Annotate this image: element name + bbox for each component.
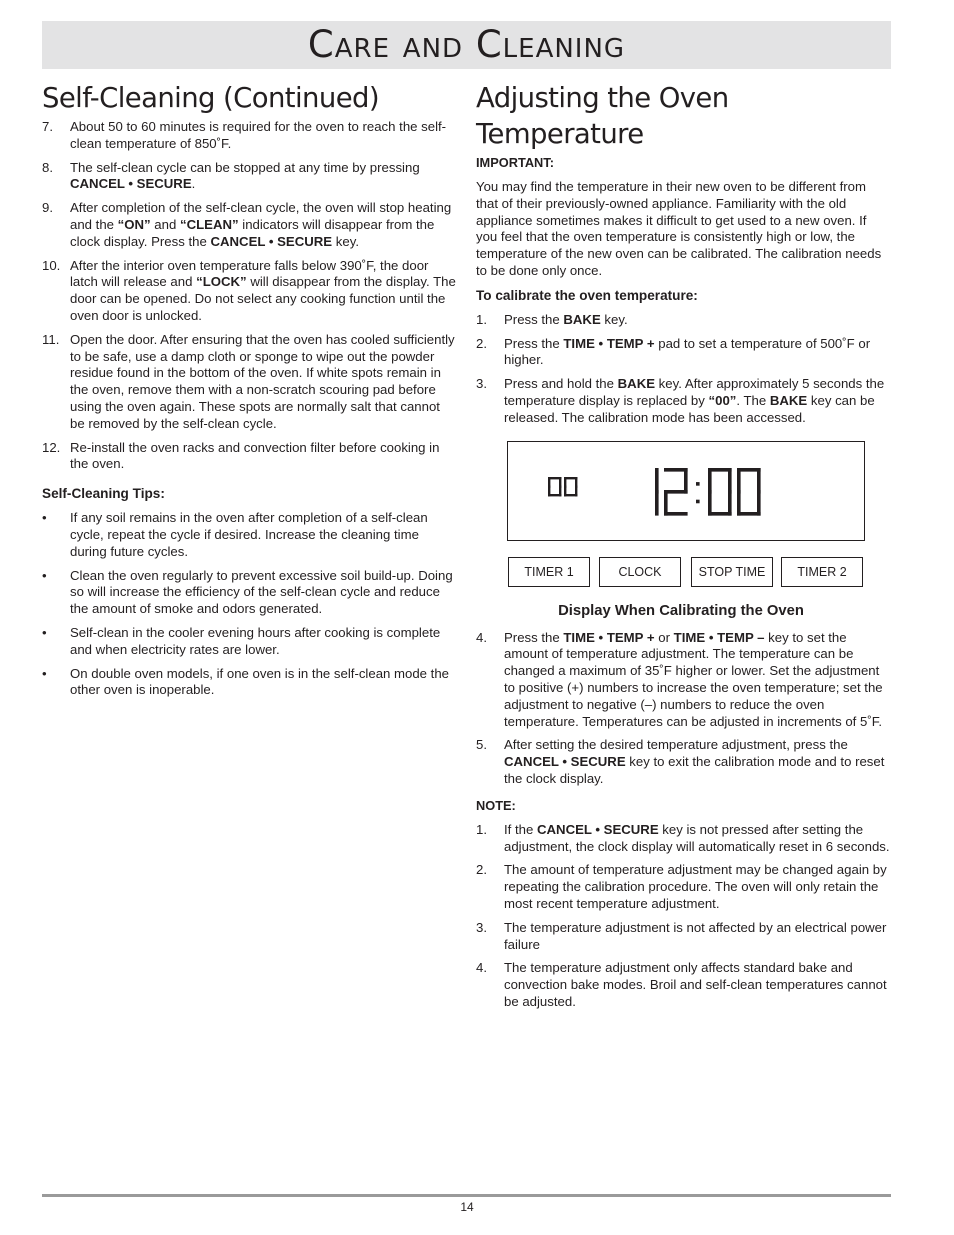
- text-run: Open the door. After ensuring that the oven has cooled sufficiently to be safe, use a damp cloth or sponge to wipe out the powder residue found in the bottom of the oven. If white spots remain in the oven, remove them with a non-scratch scouring pad before using the oven again. These spots are normally salt that cannot be removed by the self-clean cycle.: [70, 331, 455, 431]
- text-run: Press the: [504, 335, 564, 351]
- display-caption: Display When Calibrating the Oven: [558, 602, 804, 619]
- list-item: [476, 822, 890, 856]
- text-run: key to set the amount of temperature adjustment. The temperature can be changed a maximum of 35˚F higher or lower. Set the adjustment to positive (+) numbers to increase the oven temperature; set the adjustment to negative (–) numbers to reduce the oven temperature. Temperatures can be adjusted in increments of 5˚F.: [504, 629, 883, 729]
- list-item-text: [70, 160, 458, 194]
- bold-text: “LOCK”: [196, 274, 247, 290]
- colon-dot: [696, 482, 700, 486]
- text-run: key to exit the calibration mode and to reset the clock display.: [504, 754, 885, 786]
- list-item-marker: 5.: [476, 737, 487, 753]
- list-item-text: [70, 119, 458, 153]
- text-run: key is not pressed after setting the adjustment, the clock display will automatically reset in 6 seconds.: [504, 821, 890, 854]
- list-item: [476, 376, 890, 426]
- self-cleaning-steps: [42, 119, 458, 473]
- list-item-marker: 1.: [476, 821, 487, 837]
- text-run: About 50 to 60 minutes is required for the oven to reach the self-clean temperature of 850˚F.: [70, 119, 447, 151]
- left-column: [42, 80, 458, 706]
- text-run: key. After approximately 5 seconds the temperature display is replaced by: [504, 376, 885, 408]
- bold-text: “CLEAN”: [179, 216, 239, 232]
- page-number: 14: [460, 1200, 474, 1214]
- bold-text: BAKE: [769, 392, 808, 408]
- bold-text: BAKE: [563, 311, 601, 327]
- self-cleaning-tips-list: [42, 510, 458, 699]
- text-run: Re-install the oven racks and convection filter before cooking in the oven.: [70, 439, 440, 472]
- list-item-text: [70, 625, 458, 659]
- text-run: key can be released. The calibration mode has been accessed.: [504, 392, 875, 425]
- list-item-marker: •: [42, 665, 47, 681]
- colon-dot: [696, 499, 700, 503]
- list-item: [42, 625, 458, 659]
- list-item: [476, 630, 890, 731]
- right-column: [476, 80, 890, 1018]
- list-item-text: [70, 666, 458, 700]
- list-item: [42, 258, 458, 325]
- footer-rule: [42, 1194, 891, 1197]
- text-run: indicators will disappear from the clock display. Press the: [70, 216, 435, 249]
- text-run: pad to set a temperature of 500˚F or higher.: [504, 335, 871, 368]
- list-item-marker: 9.: [42, 200, 53, 216]
- list-item-text: [70, 510, 458, 560]
- list-item-marker: •: [42, 510, 47, 526]
- list-item-text: [504, 737, 890, 787]
- text-run: The temperature adjustment is not affected by an electrical power failure: [504, 919, 887, 952]
- text-run: key.: [600, 311, 628, 327]
- text-run: The temperature adjustment only affects standard bake and convection bake modes. Broil and self-clean temperatures cannot be adjusted.: [504, 960, 887, 1009]
- list-item: [476, 920, 890, 954]
- list-item-text: [70, 332, 458, 433]
- text-run: Clean the oven regularly to prevent excessive soil build-up. Doing so will increase the efficiency of the self-clean cycle and reduce the amount of smoke and odors generated.: [70, 567, 453, 617]
- section-banner: [42, 21, 891, 69]
- list-item-marker: •: [42, 567, 47, 583]
- section-title: Care and Cleaning: [307, 23, 626, 66]
- list-item-marker: 2.: [476, 862, 487, 878]
- bold-text: TIME • TEMP +: [563, 335, 655, 351]
- list-item-text: [70, 568, 458, 618]
- list-item-marker: 3.: [476, 919, 487, 935]
- calibration-steps-first: [476, 312, 890, 427]
- note-label: NOTE:: [476, 797, 516, 813]
- bold-text: TIME • TEMP –: [673, 629, 765, 645]
- list-item-marker: 1.: [476, 311, 487, 327]
- display-button-row: [508, 557, 866, 589]
- list-item-text: [504, 960, 890, 1010]
- temperature-readout: [547, 476, 581, 502]
- calibrate-heading: To calibrate the oven temperature:: [476, 287, 698, 303]
- text-run: The self-clean cycle can be stopped at any time by pressing: [70, 159, 420, 175]
- list-item-marker: 10.: [42, 257, 61, 273]
- text-run: .: [191, 176, 196, 192]
- list-item-marker: 2.: [476, 335, 487, 351]
- text-run: Press the: [504, 311, 564, 327]
- list-item-text: [70, 440, 458, 474]
- self-cleaning-heading: Self-Cleaning (Continued): [42, 82, 379, 114]
- list-item-marker: 4.: [476, 629, 487, 645]
- bold-text: CANCEL • SECURE: [537, 821, 659, 837]
- calibration-steps-second: [476, 630, 890, 788]
- list-item: [42, 440, 458, 474]
- text-run: The amount of temperature adjustment may be changed again by repeating the calibration procedure. The oven will only retain the most recent temperature adjustment.: [504, 862, 887, 911]
- text-run: After the interior oven temperature falls below 390˚F, the door latch will release and: [70, 257, 429, 290]
- important-label: IMPORTANT:: [476, 155, 554, 170]
- note-list: [476, 822, 890, 1011]
- list-item: [476, 312, 890, 329]
- list-item: [42, 160, 458, 194]
- list-item: [42, 332, 458, 433]
- adjusting-temperature-heading: Adjusting the Oven Temperature: [476, 82, 729, 150]
- list-item-text: [504, 312, 890, 329]
- list-item-text: [70, 200, 458, 250]
- text-run: After setting the desired temperature adjustment, press the: [504, 737, 848, 753]
- text-run: If any soil remains in the oven after completion of a self-clean cycle, repeat the cycle if desired. Increase the cleaning time during future cycles.: [70, 510, 428, 559]
- list-item-marker: 11.: [42, 331, 60, 347]
- list-item: [42, 119, 458, 153]
- list-item-text: [504, 376, 890, 426]
- text-run: . The: [736, 392, 770, 408]
- bold-text: TIME • TEMP +: [563, 629, 655, 645]
- list-item: [42, 568, 458, 618]
- list-item: [476, 336, 890, 370]
- list-item-marker: 8.: [42, 159, 53, 175]
- timer-1-button[interactable]: TIMER 1: [508, 557, 590, 587]
- list-item-text: [504, 630, 890, 731]
- timer-2-button[interactable]: TIMER 2: [781, 557, 863, 587]
- list-item-marker: 12.: [42, 439, 61, 455]
- clock-readout: [634, 467, 764, 517]
- bold-text: “00”: [708, 392, 737, 408]
- bold-text: CANCEL • SECURE: [210, 233, 333, 249]
- list-item-marker: 7.: [42, 119, 53, 134]
- stop-time-button[interactable]: STOP TIME: [691, 557, 773, 587]
- list-item: [476, 737, 890, 787]
- list-item: [476, 862, 890, 912]
- list-item: [42, 510, 458, 560]
- bold-text: BAKE: [617, 376, 656, 392]
- list-item-marker: •: [42, 624, 47, 640]
- text-run: If the: [504, 821, 537, 837]
- list-item-text: [504, 920, 890, 954]
- text-run: or: [654, 629, 674, 645]
- text-run: After completion of the self-clean cycle, the oven will stop heating and the: [70, 200, 452, 232]
- list-item-text: [504, 336, 890, 370]
- text-run: Self-clean in the cooler evening hours after cooking is complete and when electricity rates are lower.: [70, 624, 441, 657]
- text-run: key.: [332, 233, 359, 249]
- list-item: [42, 666, 458, 700]
- text-run: On double oven models, if one oven is in the self-clean mode the other oven is inoperable.: [70, 665, 450, 698]
- text-run: and: [150, 216, 180, 232]
- bold-text: CANCEL • SECURE: [504, 754, 626, 770]
- text-run: Press and hold the: [504, 376, 618, 392]
- text-run: will disappear from the display. The door can be opened. Do not select any cooking function until the oven door is unlocked.: [70, 274, 456, 323]
- important-text: You may find the temperature in their new oven to be different from that of their previously-owned appliance. Familiarity with the old appliance sometimes makes it difficult to get used to a new oven. If you feel that the oven temperature is consistently high or low, the temperature of the new oven can be calibrated. The calibration needs to be done only once.: [476, 179, 882, 278]
- list-item-text: [70, 258, 458, 325]
- list-item-text: [504, 862, 890, 912]
- list-item: [42, 200, 458, 250]
- bold-text: CANCEL • SECURE: [70, 176, 192, 192]
- text-run: Press the: [504, 629, 564, 645]
- oven-display-figure: [507, 441, 865, 541]
- list-item-text: [504, 822, 890, 856]
- list-item-marker: 4.: [476, 960, 487, 976]
- list-item-marker: 3.: [476, 376, 487, 392]
- self-cleaning-tips-heading: Self-Cleaning Tips:: [42, 486, 165, 502]
- clock-button[interactable]: CLOCK: [599, 557, 681, 587]
- bold-text: “ON”: [117, 216, 151, 232]
- list-item: [476, 960, 890, 1010]
